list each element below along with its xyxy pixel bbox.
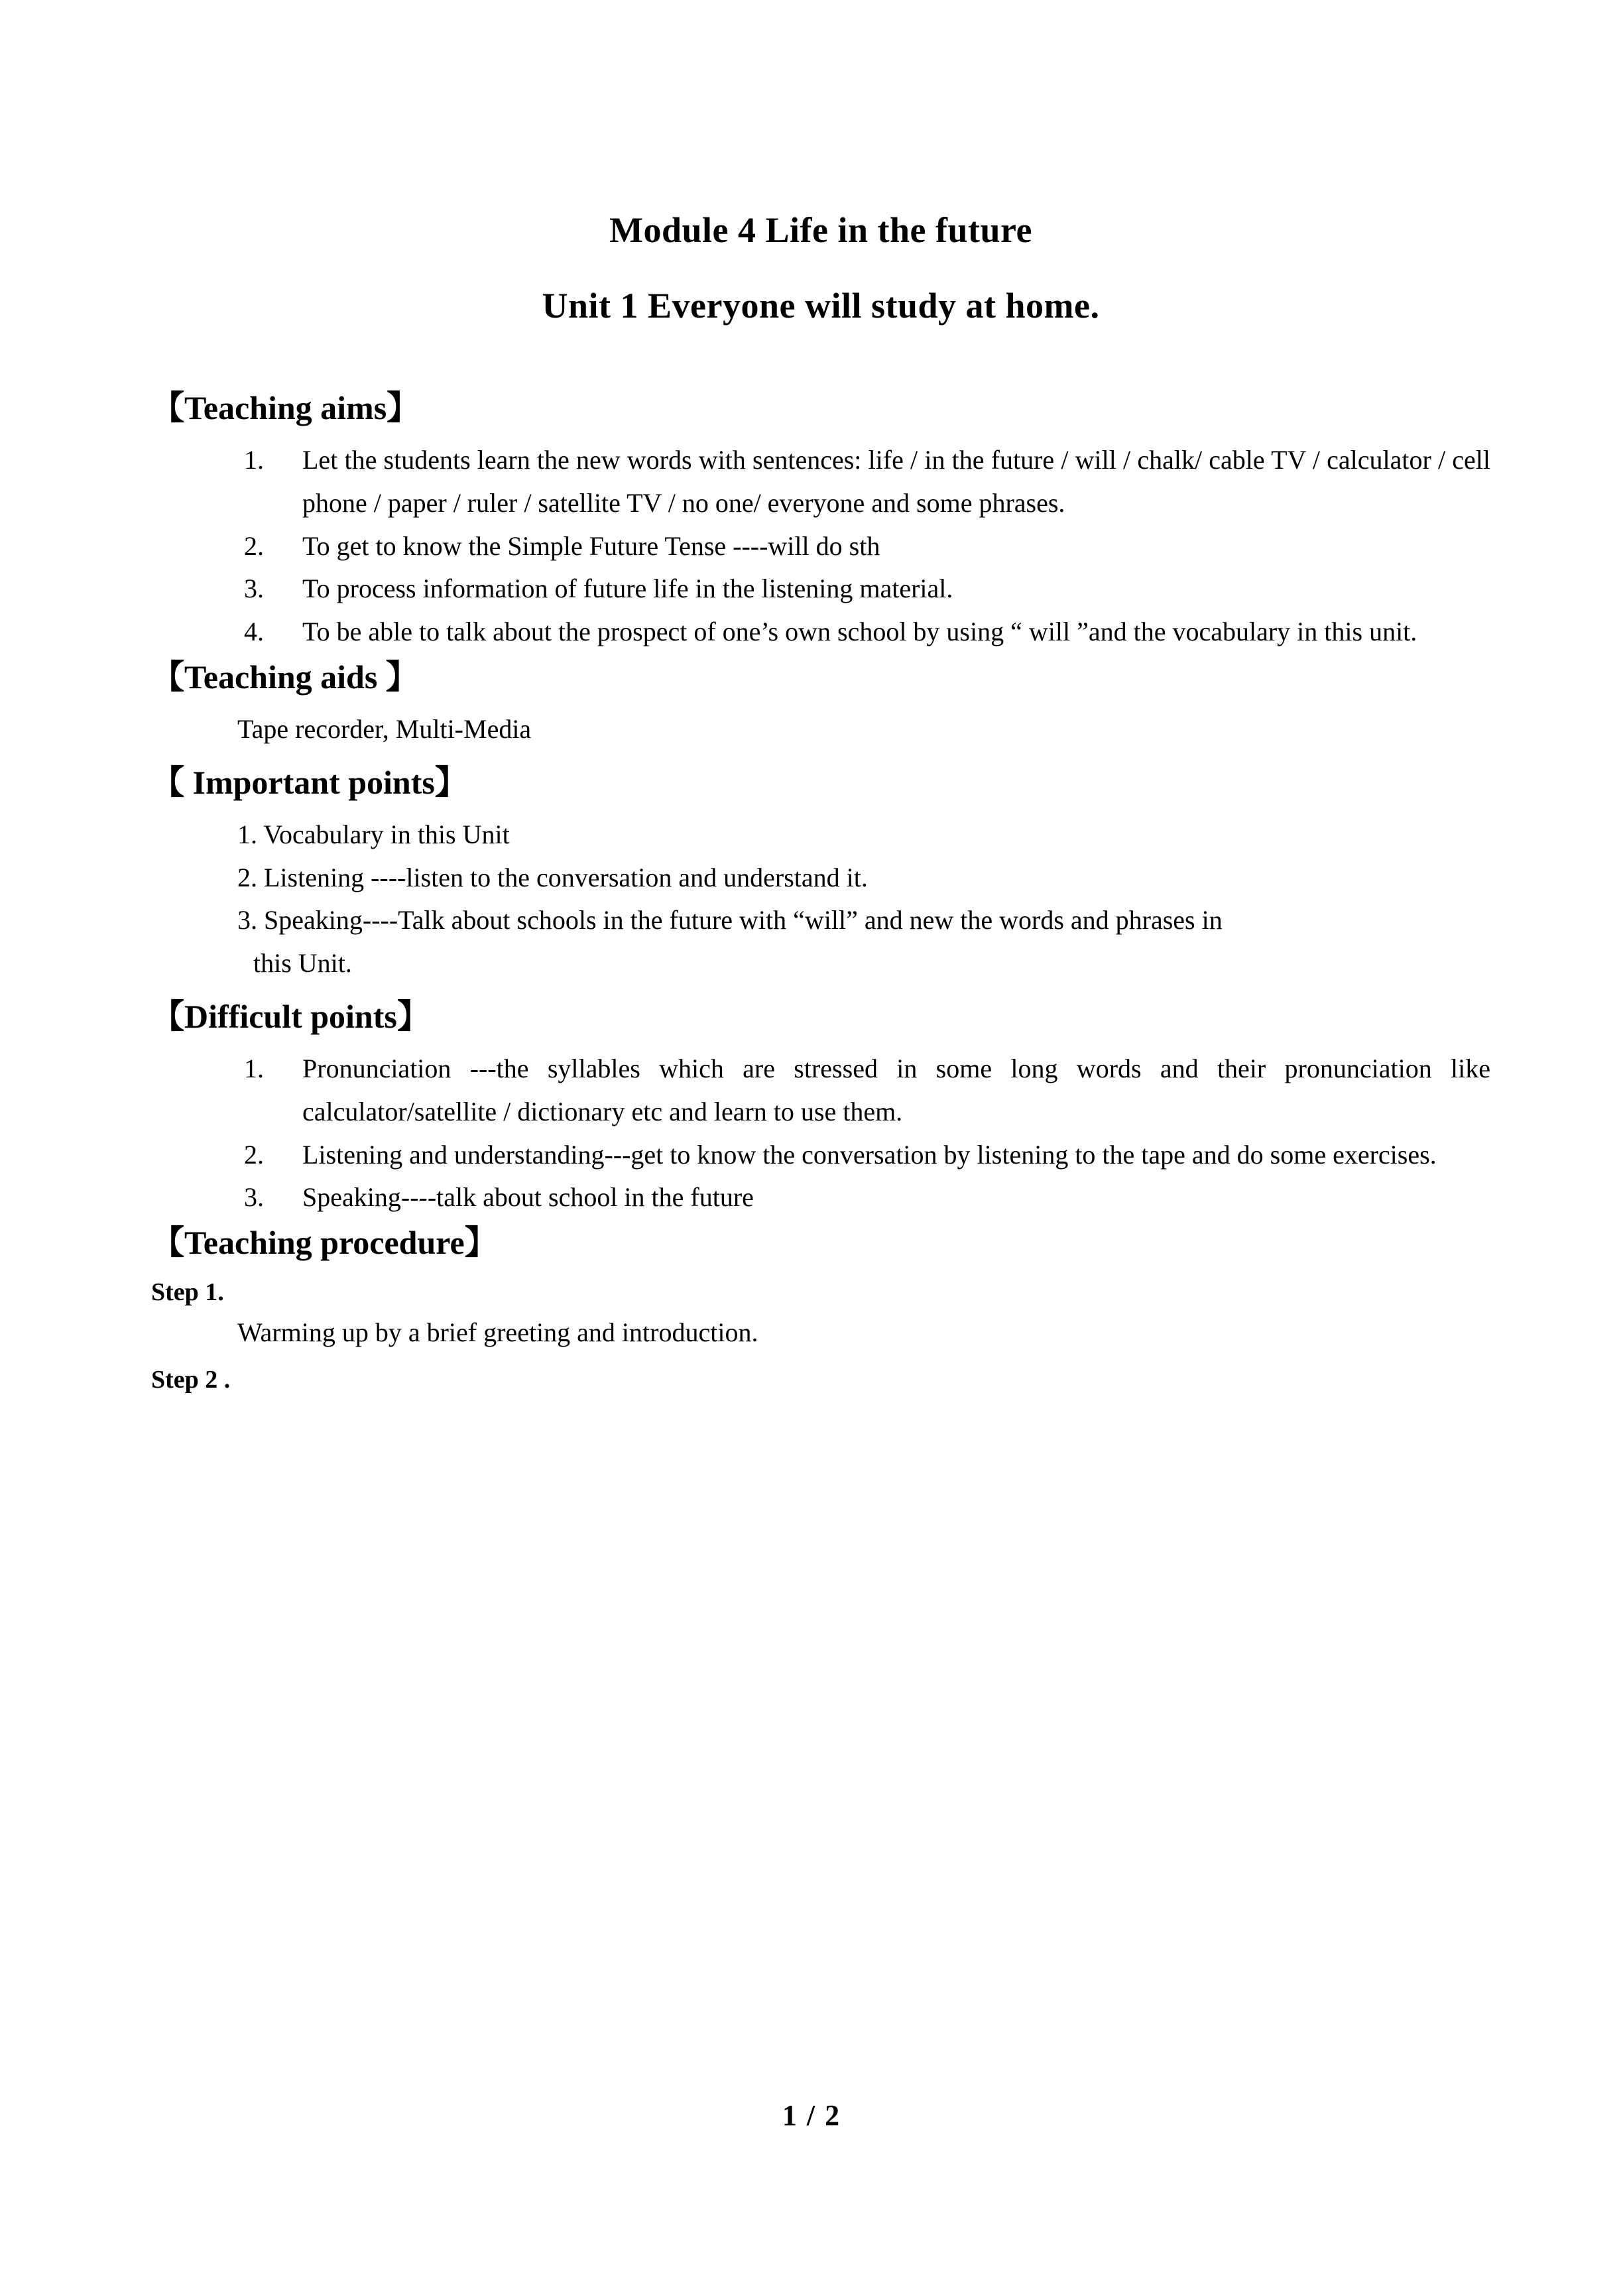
list-item-text: Let the students learn the new words with sentences: life / in the future / will / chalk/ cable TV / calculator / cell phone / paper / ruler / satellite TV / no one/ everyone and some phrases. <box>302 445 1490 518</box>
spacer <box>151 324 1490 365</box>
heading-difficult-points: 【Difficult points】 <box>151 997 430 1035</box>
heading-important-points: 【 Important points】 <box>151 763 468 801</box>
important-point-3 <box>237 899 1490 985</box>
list-item <box>151 1134 1490 1177</box>
list-teaching-aims <box>151 439 1490 654</box>
list-item-text: To process information of future life in the listening material. <box>302 574 953 604</box>
important-point-1 <box>237 814 1490 857</box>
spacer <box>151 424 1490 439</box>
list-marker: 2. <box>244 530 264 561</box>
list-marker: 2. <box>244 1139 264 1170</box>
list-marker: 1. <box>244 1053 264 1083</box>
list-item <box>151 568 1490 611</box>
important-point-2-text: 2. Listening ----listen to the conversation and understand it. <box>237 862 868 892</box>
list-item <box>151 1176 1490 1219</box>
important-point-2 <box>237 857 1490 900</box>
list-item-text: To get to know the Simple Future Tense ----will do sth <box>302 530 880 561</box>
document-title-line-1: Module 4 Life in the future <box>609 210 1032 250</box>
heading-teaching-aids: 【Teaching aids 】 <box>151 658 419 695</box>
list-item <box>151 439 1490 525</box>
page-number-footer: 1 / 2 <box>782 2099 841 2132</box>
spacer <box>151 365 1490 391</box>
important-point-3-text: 3. Speaking----Talk about schools in the future with “will” and new the words and phrases in <box>237 905 1223 936</box>
list-difficult-points <box>151 1048 1490 1219</box>
spacer <box>151 799 1490 814</box>
spacer <box>151 1355 1490 1361</box>
step-1-body: Warming up by a brief greeting and introduction. <box>237 1317 758 1348</box>
list-item <box>151 611 1490 654</box>
list-item-text: Pronunciation ---the syllables which are stressed in some long words and their pronunciation like calculator/satellite / dictionary etc and learn to use them. <box>302 1053 1490 1126</box>
spacer <box>151 1033 1490 1048</box>
list-marker: 1. <box>244 445 264 475</box>
important-point-1-text: 1. Vocabulary in this Unit <box>237 819 510 849</box>
document-content <box>151 0 1490 1399</box>
heading-teaching-aims: 【Teaching aims】 <box>151 389 420 426</box>
document-title-line-2: Unit 1 Everyone will study at home. <box>542 286 1100 326</box>
list-item-text: Listening and understanding---get to know the conversation by listening to the tape and do some exercises. <box>302 1139 1437 1170</box>
list-item <box>151 525 1490 568</box>
teaching-aids-body: Tape recorder, Multi-Media <box>237 713 532 744</box>
spacer <box>151 1259 1490 1274</box>
list-item <box>151 1048 1490 1134</box>
list-marker: 4. <box>244 617 264 647</box>
list-item-text: Speaking----talk about school in the future <box>302 1182 754 1213</box>
step-2-label: Step 2 . <box>151 1365 231 1394</box>
list-marker: 3. <box>244 1182 264 1213</box>
list-item-text: To be able to talk about the prospect of one’s own school by using “ will ”and the vocabulary in this unit. <box>302 617 1417 647</box>
spacer <box>151 694 1490 708</box>
list-marker: 3. <box>244 574 264 604</box>
important-point-3-continuation: this Unit. <box>253 948 352 979</box>
heading-teaching-procedure: 【Teaching procedure】 <box>151 1224 498 1262</box>
step-1-label: Step 1. <box>151 1278 224 1307</box>
